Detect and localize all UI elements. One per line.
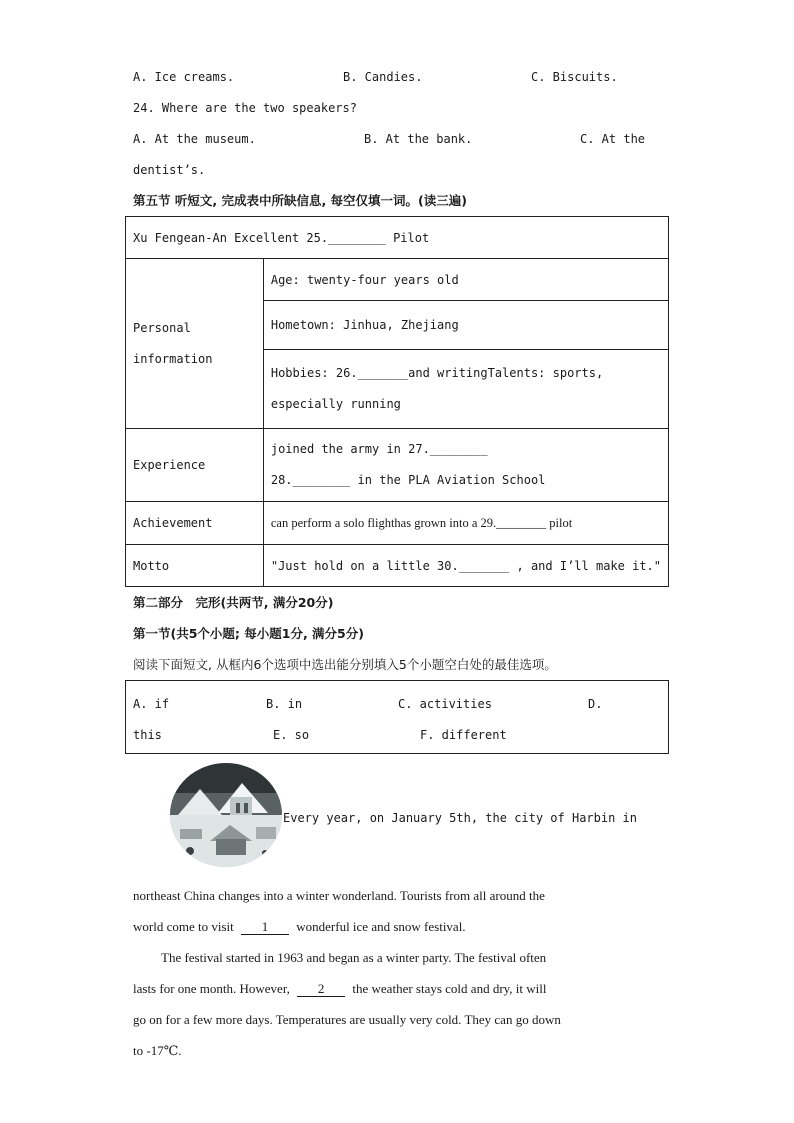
passage-line-2: northeast China changes into a winter wonderland. Tourists from all around the — [133, 888, 545, 903]
hobbies-line2: especially running — [270, 397, 401, 411]
options-box — [125, 680, 669, 754]
personal-info-label — [126, 259, 264, 429]
option-c: C. activities — [398, 697, 492, 711]
q23-option-a: A. Ice creams. — [133, 70, 235, 84]
personal-label-line2: information — [133, 351, 213, 366]
table-row — [126, 502, 669, 545]
info-table — [125, 216, 669, 587]
passage-line-3-post: wonderful ice and snow festival. — [296, 919, 466, 934]
hobbies-line1: Hobbies: 26._______and writingTalents: sports, — [270, 366, 604, 380]
achievement-cell: can perform a solo flighthas grown into a 29.________ pilot — [263, 502, 668, 545]
q24-question: 24. Where are the two speakers? — [133, 101, 357, 115]
part2-heading: 第二部分 完形(共两节, 满分20分) — [133, 595, 334, 610]
achievement-label: Achievement — [126, 502, 264, 545]
q24-option-c: C. At the — [580, 132, 646, 146]
passage-line-5-pre: lasts for one month. However, — [133, 981, 290, 996]
table-row — [126, 259, 669, 301]
blank-2[interactable]: 2 — [297, 982, 345, 997]
q23-option-b: B. Candies. — [343, 70, 423, 84]
option-b: B. in — [266, 697, 303, 711]
passage-line-3 — [133, 919, 466, 935]
option-a: A. if — [133, 697, 170, 711]
passage-line-6: go on for a few more days. Temperatures are usually very cold. They can go down — [133, 1012, 561, 1027]
q23-option-c: C. Biscuits. — [531, 70, 618, 84]
option-e: E. so — [273, 728, 310, 742]
motto-label: Motto — [126, 545, 264, 587]
passage-line-5 — [133, 981, 547, 997]
table-title: Xu Fengean-An Excellent 25.________ Pilot — [126, 217, 669, 259]
motto-cell: "Just hold on a little 30._______ , and I’ll make it." — [263, 545, 668, 587]
hobbies-cell — [263, 350, 668, 429]
age-cell: Age: twenty-four years old — [263, 259, 668, 301]
option-f: F. different — [420, 728, 507, 742]
q24-option-b: B. At the bank. — [364, 132, 473, 146]
passage-line-4: The festival started in 1963 and began as a winter party. The festival often — [161, 950, 547, 965]
passage-line-5-post: the weather stays cold and dry, it will — [352, 981, 547, 996]
table-row — [126, 429, 669, 502]
passage-line-1: Every year, on January 5th, the city of Harbin in — [283, 811, 638, 825]
ice-castle-illustration-icon — [170, 763, 282, 867]
q24-option-a: A. At the museum. — [133, 132, 256, 146]
personal-label-line1: Personal — [133, 320, 191, 335]
table-row — [126, 545, 669, 587]
section1-heading: 第一节(共5个小题; 每小题1分, 满分5分) — [133, 626, 364, 641]
option-d-continued: this — [133, 728, 162, 742]
experience-label: Experience — [126, 429, 264, 502]
table-row — [126, 217, 669, 259]
instruction-text: 阅读下面短文, 从框内6个选项中选出能分别填入5个小题空白处的最佳选项。 — [133, 657, 557, 672]
option-d: D. — [588, 697, 603, 711]
harbin-ice-festival-photo — [170, 763, 282, 867]
passage-line-3-pre: world come to visit — [133, 919, 234, 934]
passage-line-7: to -17℃. — [133, 1043, 182, 1058]
experience-line2: 28.________ in the PLA Aviation School — [270, 473, 546, 487]
section5-heading: 第五节 听短文, 完成表中所缺信息, 每空仅填一词。(读三遍) — [133, 193, 467, 208]
q24-option-c-continued: dentist’s. — [133, 163, 206, 177]
blank-1[interactable]: 1 — [241, 920, 289, 935]
experience-line1: joined the army in 27.________ — [270, 442, 488, 456]
hometown-cell: Hometown: Jinhua, Zhejiang — [263, 301, 668, 350]
experience-cell — [263, 429, 668, 502]
